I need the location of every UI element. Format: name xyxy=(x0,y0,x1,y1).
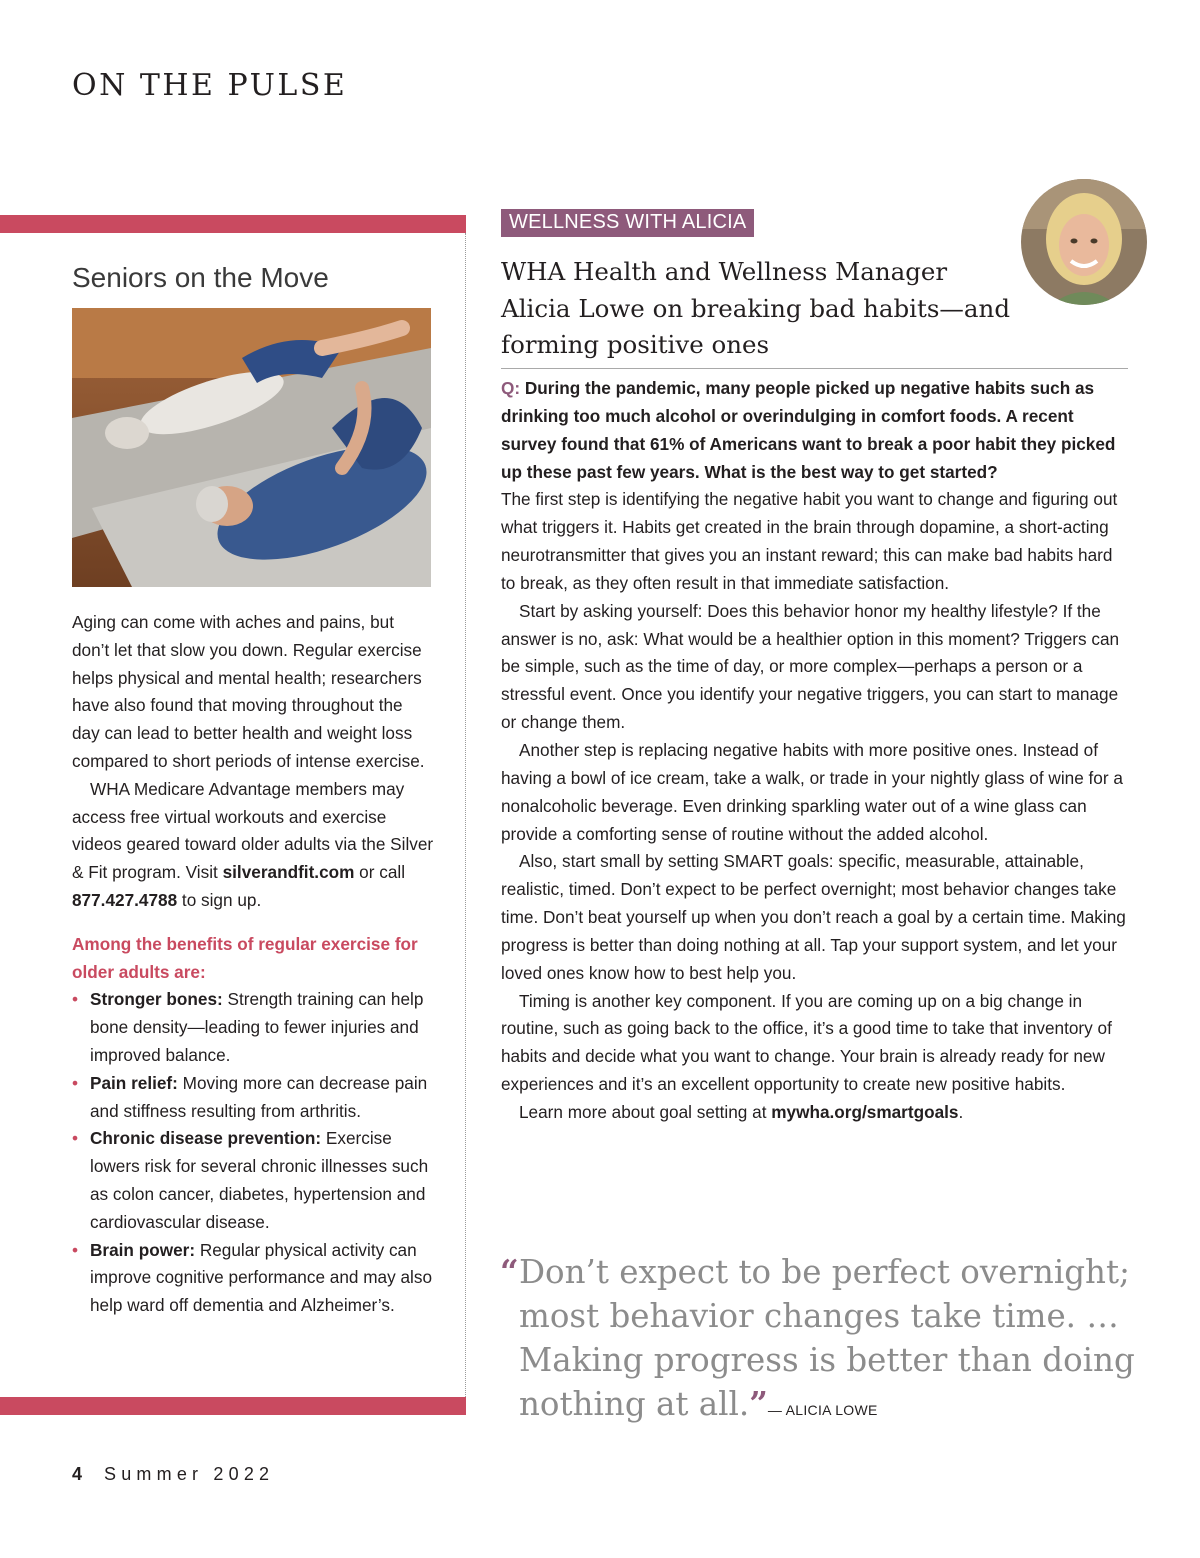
benefits-heading: Among the benefits of regular exercise for older adults are: xyxy=(72,933,418,982)
pull-quote-line: most behavior changes take time. … xyxy=(519,1297,1119,1335)
seniors-sidebar xyxy=(72,262,434,1320)
smartgoals-link[interactable]: mywha.org/smartgoals xyxy=(771,1101,959,1122)
sidebar-title: Seniors on the Move xyxy=(72,262,329,293)
exercise-photo xyxy=(72,308,431,587)
author-portrait xyxy=(1021,179,1147,305)
exercise-photo-illustration xyxy=(72,308,431,587)
benefit-item: • Chronic disease prevention: Exercise lowers risk for several chronic illnesses such as colon cancer, diabetes, hypertension and cardiovascular disease. xyxy=(72,1125,434,1236)
question-paragraph: Q: During the pandemic, many people picked up negative habits such as drinking too much alcohol or overindulging in comfort foods. A recent survey found that 61% of Americans want to break a poor habit they picked up these past few years. What is the best way to get started? xyxy=(501,378,1116,482)
page-footer xyxy=(72,1464,274,1485)
sidebar-members-paragraph: WHA Medicare Advantage members may access free virtual workouts and exercise videos geared toward older adults via the Silver & Fit program. Visit silverandfit.com or call 877.427.4788 to sign up. xyxy=(72,778,434,910)
issue-label: Summer 2022 xyxy=(104,1464,275,1484)
benefit-item: • Brain power: Regular physical activity can improve cognitive performance and may also help ward off dementia and Alzheimer’s. xyxy=(72,1237,434,1320)
close-quote-mark: ” xyxy=(749,1384,768,1423)
pull-quote-last-line: nothing at all.”— ALICIA LOWE xyxy=(519,1384,878,1423)
bullet-icon: • xyxy=(72,989,79,1010)
page-number: 4 xyxy=(72,1464,83,1484)
bullet-icon: • xyxy=(72,1128,79,1149)
benefits-list xyxy=(72,986,434,1320)
sidebar-intro: Aging can come with aches and pains, but don’t let that slow you down. Regular exercise helps physical and mental health; researchers have also found that moving throughout the day can lead to better health and weight loss compared to short periods of intense exercise. xyxy=(72,612,425,771)
quote-attribution: — ALICIA LOWE xyxy=(767,1402,878,1418)
pull-quote-line: Don’t expect to be perfect overnight; xyxy=(519,1253,1130,1291)
pull-quote xyxy=(500,1250,1140,1432)
phone-number: 877.427.4788 xyxy=(72,889,178,910)
headline-rule xyxy=(501,368,1128,369)
body-paragraph-1: The first step is identifying the negative habit you want to change and figuring out what triggers it. Habits get created in the brain through dopamine, a short-acting neurotransmitter that gives you an instant reward; this can make bad habits hard to break, as they often result in that immediate satisfaction. xyxy=(501,489,1118,593)
top-accent-bar xyxy=(0,215,466,233)
body-paragraph-2: Start by asking yourself: Does this behavior honor my healthy lifestyle? If the answer is no, ask: What would be a healthier option in this moment? Triggers can be simple, such as the time of day, or more complex—perhaps a person or a stressful event. Once you identify your negative triggers, you can start to manage or change them. xyxy=(501,600,1120,733)
article-body xyxy=(501,375,1131,1127)
body-paragraph-5: Timing is another key component. If you are coming up on a big change in routine, such as going back to the office, it’s a good time to take that inventory of habits and decide what you want to change. Your brain is already ready for new experiences and it’s an excellent opportunity to create new positive habits. xyxy=(501,990,1112,1095)
column-tag: WELLNESS WITH ALICIA xyxy=(501,209,754,237)
body-paragraph-6: Learn more about goal setting at mywha.org/smartgoals. xyxy=(519,1101,964,1122)
open-quote-mark: “ xyxy=(500,1252,519,1291)
body-paragraph-4: Also, start small by setting SMART goals: specific, measurable, attainable, realistic, timed. Don’t expect to be perfect overnight; most behavior changes take time. Don’t beat yourself up when you don’t reach a goal by a certain time. Making progress is better than doing nothing at all. Tap your support system, and let your loved ones know how to best help you. xyxy=(501,851,1126,983)
article-headline: WHA Health and Wellness Manager Alicia Lowe on breaking bad habits—and forming positive ones xyxy=(501,257,1010,359)
body-paragraph-3: Another step is replacing negative habits with more positive ones. Instead of having a bowl of ice cream, take a walk, or trade in your nightly glass of wine for a nonalcoholic beverage. Even drinking sparkling water out of a wine glass can provide a comforting sense of routine without the added alcohol. xyxy=(501,739,1123,844)
section-title: ON THE PULSE xyxy=(72,68,348,103)
bullet-icon: • xyxy=(72,1239,79,1260)
pull-quote-line: Making progress is better than doing xyxy=(519,1341,1135,1379)
bottom-accent-bar xyxy=(0,1397,466,1415)
benefit-item: • Stronger bones: Strength training can help bone density—leading to fewer injuries and improved balance. xyxy=(72,986,434,1069)
column-divider xyxy=(465,233,466,1397)
silverandfit-link[interactable]: silverandfit.com xyxy=(222,862,355,883)
author-portrait-illustration xyxy=(1021,179,1147,305)
benefit-item: • Pain relief: Moving more can decrease pain and stiffness resulting from arthritis. xyxy=(72,1070,434,1126)
bullet-icon: • xyxy=(72,1072,79,1093)
